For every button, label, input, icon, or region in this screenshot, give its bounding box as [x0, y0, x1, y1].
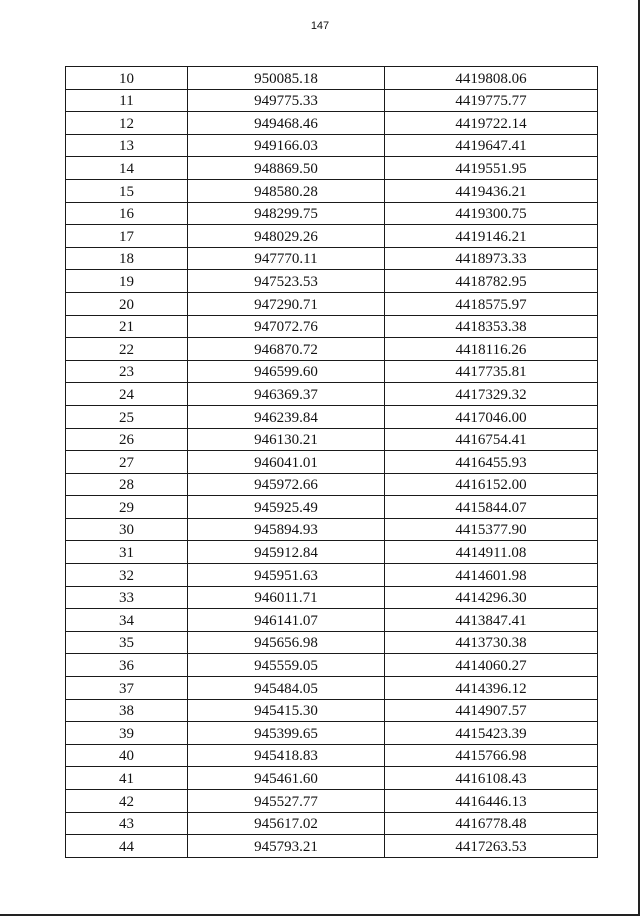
point-number-cell: 24	[66, 383, 188, 406]
x-coordinate-cell: 945484.05	[188, 677, 385, 700]
point-number-cell: 31	[66, 541, 188, 564]
x-coordinate-cell: 948580.28	[188, 179, 385, 202]
y-coordinate-cell: 4419647.41	[385, 134, 598, 157]
x-coordinate-cell: 945656.98	[188, 631, 385, 654]
point-number-cell: 37	[66, 677, 188, 700]
y-coordinate-cell: 4414296.30	[385, 586, 598, 609]
point-number-cell: 27	[66, 451, 188, 474]
table-row	[66, 677, 598, 700]
y-coordinate-cell: 4418116.26	[385, 338, 598, 361]
x-coordinate-cell: 946130.21	[188, 428, 385, 451]
y-coordinate-cell: 4415766.98	[385, 744, 598, 767]
x-coordinate-cell: 945912.84	[188, 541, 385, 564]
table-row	[66, 451, 598, 474]
y-coordinate-cell: 4417263.53	[385, 835, 598, 858]
y-coordinate-cell: 4416108.43	[385, 767, 598, 790]
y-coordinate-cell: 4418782.95	[385, 270, 598, 293]
table-row	[66, 338, 598, 361]
y-coordinate-cell: 4418973.33	[385, 247, 598, 270]
x-coordinate-cell: 945399.65	[188, 722, 385, 745]
y-coordinate-cell: 4417046.00	[385, 405, 598, 428]
table-row	[66, 722, 598, 745]
table-row	[66, 518, 598, 541]
y-coordinate-cell: 4419146.21	[385, 225, 598, 248]
point-number-cell: 10	[66, 67, 188, 90]
x-coordinate-cell: 946141.07	[188, 609, 385, 632]
x-coordinate-cell: 945418.83	[188, 744, 385, 767]
x-coordinate-cell: 947770.11	[188, 247, 385, 270]
y-coordinate-cell: 4415377.90	[385, 518, 598, 541]
table-row	[66, 631, 598, 654]
y-coordinate-cell: 4418575.97	[385, 292, 598, 315]
x-coordinate-cell: 945793.21	[188, 835, 385, 858]
x-coordinate-cell: 946041.01	[188, 451, 385, 474]
table-row	[66, 699, 598, 722]
x-coordinate-cell: 946369.37	[188, 383, 385, 406]
table-row	[66, 383, 598, 406]
point-number-cell: 11	[66, 89, 188, 112]
table-row	[66, 473, 598, 496]
point-number-cell: 26	[66, 428, 188, 451]
x-coordinate-cell: 945559.05	[188, 654, 385, 677]
y-coordinate-cell: 4414396.12	[385, 677, 598, 700]
table-row	[66, 496, 598, 519]
point-number-cell: 32	[66, 564, 188, 587]
table-row	[66, 360, 598, 383]
x-coordinate-cell: 949468.46	[188, 112, 385, 135]
point-number-cell: 18	[66, 247, 188, 270]
y-coordinate-cell: 4419300.75	[385, 202, 598, 225]
x-coordinate-cell: 949166.03	[188, 134, 385, 157]
point-number-cell: 29	[66, 496, 188, 519]
table-row	[66, 541, 598, 564]
point-number-cell: 30	[66, 518, 188, 541]
point-number-cell: 33	[66, 586, 188, 609]
point-number-cell: 25	[66, 405, 188, 428]
x-coordinate-cell: 946239.84	[188, 405, 385, 428]
y-coordinate-cell: 4413730.38	[385, 631, 598, 654]
x-coordinate-cell: 945951.63	[188, 564, 385, 587]
table-row	[66, 564, 598, 587]
y-coordinate-cell: 4413847.41	[385, 609, 598, 632]
point-number-cell: 14	[66, 157, 188, 180]
point-number-cell: 34	[66, 609, 188, 632]
point-number-cell: 44	[66, 835, 188, 858]
y-coordinate-cell: 4416152.00	[385, 473, 598, 496]
table-row	[66, 112, 598, 135]
table-row	[66, 609, 598, 632]
table-row	[66, 89, 598, 112]
x-coordinate-cell: 945617.02	[188, 812, 385, 835]
table-row	[66, 179, 598, 202]
x-coordinate-cell: 947290.71	[188, 292, 385, 315]
table-row	[66, 225, 598, 248]
y-coordinate-cell: 4416754.41	[385, 428, 598, 451]
x-coordinate-cell: 947523.53	[188, 270, 385, 293]
x-coordinate-cell: 945894.93	[188, 518, 385, 541]
y-coordinate-cell: 4417329.32	[385, 383, 598, 406]
table-row	[66, 157, 598, 180]
x-coordinate-cell: 948869.50	[188, 157, 385, 180]
point-number-cell: 20	[66, 292, 188, 315]
coordinates-table	[65, 66, 598, 858]
table-row	[66, 790, 598, 813]
point-number-cell: 43	[66, 812, 188, 835]
y-coordinate-cell: 4419808.06	[385, 67, 598, 90]
y-coordinate-cell: 4419436.21	[385, 179, 598, 202]
table-row	[66, 292, 598, 315]
point-number-cell: 17	[66, 225, 188, 248]
point-number-cell: 38	[66, 699, 188, 722]
table-row	[66, 202, 598, 225]
y-coordinate-cell: 4419722.14	[385, 112, 598, 135]
table-row	[66, 428, 598, 451]
table-row	[66, 812, 598, 835]
table-row	[66, 270, 598, 293]
y-coordinate-cell: 4417735.81	[385, 360, 598, 383]
y-coordinate-cell: 4414911.08	[385, 541, 598, 564]
x-coordinate-cell: 949775.33	[188, 89, 385, 112]
point-number-cell: 35	[66, 631, 188, 654]
x-coordinate-cell: 945925.49	[188, 496, 385, 519]
y-coordinate-cell: 4418353.38	[385, 315, 598, 338]
point-number-cell: 42	[66, 790, 188, 813]
point-number-cell: 23	[66, 360, 188, 383]
table-row	[66, 586, 598, 609]
table-row	[66, 654, 598, 677]
point-number-cell: 40	[66, 744, 188, 767]
x-coordinate-cell: 948299.75	[188, 202, 385, 225]
x-coordinate-cell: 950085.18	[188, 67, 385, 90]
table-row	[66, 67, 598, 90]
table-row	[66, 744, 598, 767]
x-coordinate-cell: 945461.60	[188, 767, 385, 790]
y-coordinate-cell: 4419775.77	[385, 89, 598, 112]
x-coordinate-cell: 945527.77	[188, 790, 385, 813]
y-coordinate-cell: 4414907.57	[385, 699, 598, 722]
x-coordinate-cell: 946011.71	[188, 586, 385, 609]
x-coordinate-cell: 946870.72	[188, 338, 385, 361]
table-row	[66, 405, 598, 428]
point-number-cell: 12	[66, 112, 188, 135]
point-number-cell: 21	[66, 315, 188, 338]
y-coordinate-cell: 4419551.95	[385, 157, 598, 180]
point-number-cell: 15	[66, 179, 188, 202]
y-coordinate-cell: 4416778.48	[385, 812, 598, 835]
table-row	[66, 315, 598, 338]
point-number-cell: 41	[66, 767, 188, 790]
table-row	[66, 134, 598, 157]
y-coordinate-cell: 4414060.27	[385, 654, 598, 677]
y-coordinate-cell: 4414601.98	[385, 564, 598, 587]
point-number-cell: 36	[66, 654, 188, 677]
point-number-cell: 39	[66, 722, 188, 745]
x-coordinate-cell: 945415.30	[188, 699, 385, 722]
point-number-cell: 22	[66, 338, 188, 361]
x-coordinate-cell: 945972.66	[188, 473, 385, 496]
table-row	[66, 835, 598, 858]
x-coordinate-cell: 947072.76	[188, 315, 385, 338]
page-number: 147	[310, 20, 330, 32]
y-coordinate-cell: 4416446.13	[385, 790, 598, 813]
x-coordinate-cell: 946599.60	[188, 360, 385, 383]
point-number-cell: 19	[66, 270, 188, 293]
point-number-cell: 13	[66, 134, 188, 157]
coordinates-table-body	[66, 67, 598, 858]
table-row	[66, 247, 598, 270]
point-number-cell: 28	[66, 473, 188, 496]
x-coordinate-cell: 948029.26	[188, 225, 385, 248]
table-row	[66, 767, 598, 790]
point-number-cell: 16	[66, 202, 188, 225]
y-coordinate-cell: 4416455.93	[385, 451, 598, 474]
y-coordinate-cell: 4415423.39	[385, 722, 598, 745]
y-coordinate-cell: 4415844.07	[385, 496, 598, 519]
